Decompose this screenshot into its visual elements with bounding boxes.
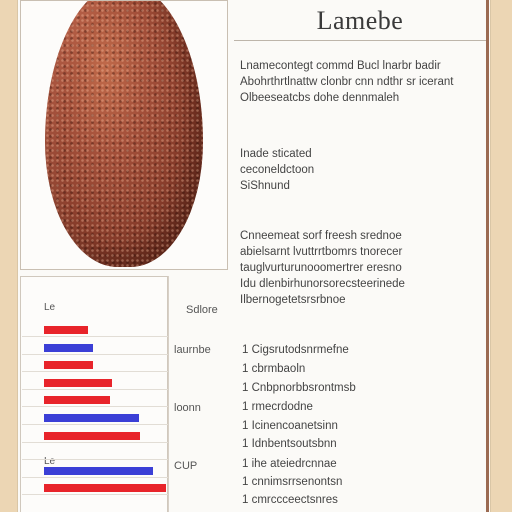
section-three-line: abielsarnt lvuttrrtbomrs tnorecer	[240, 246, 403, 258]
spec-line: 1 cnnimsrrsenontsn	[242, 476, 343, 488]
chart-mid-label: Le	[44, 456, 56, 467]
chart-gridline	[22, 406, 168, 407]
chart-bar	[44, 344, 93, 352]
chart-divider	[168, 276, 169, 512]
intro-paragraph	[240, 58, 454, 106]
chart-bar	[44, 379, 112, 387]
chart-bar	[44, 467, 153, 475]
section-three-line: Idu dlenbirhunorsorecsteerinede	[240, 278, 405, 290]
row-label: CUP	[174, 460, 198, 472]
chart-header-label: Sdlore	[186, 304, 218, 316]
chart-bar	[44, 484, 166, 492]
section-two-line: SiShnund	[240, 180, 290, 192]
section-three-line: Cnneemeat sorf freesh srednoe	[240, 230, 402, 242]
spec-line: 1 Cigsrutodsnrmefne	[242, 344, 349, 356]
product-image	[20, 0, 228, 270]
section-two-line: Inade sticated	[240, 148, 312, 160]
row-label: laurnbe	[174, 344, 211, 356]
section-three-line: Ilbernogetetsrsrbnoe	[240, 294, 346, 306]
intro-line: Lnamecontegt commd Bucl lnarbr badir	[240, 60, 441, 72]
page-title: Lamebe	[316, 6, 404, 35]
chart-gridline	[22, 371, 168, 372]
section-three-line: tauglvurturunooomertrer eresno	[240, 262, 402, 274]
chart-bar	[44, 326, 88, 334]
title-divider	[234, 40, 486, 41]
chart-gridline	[22, 459, 168, 460]
spec-line: 1 cbrmbaoln	[242, 363, 306, 375]
chart-gridline	[22, 336, 168, 337]
seed-photo-icon	[45, 0, 203, 267]
spec-line: 1 ihe ateiedrcnnae	[242, 458, 337, 470]
chart-bar	[44, 396, 110, 404]
section-two-line: ceconeldctoon	[240, 164, 315, 176]
page-edge	[486, 0, 489, 512]
chart-bar	[44, 361, 93, 369]
chart-gridline	[22, 477, 168, 478]
chart-gridline	[22, 354, 168, 355]
spec-line: 1 rmecrdodne	[242, 401, 313, 413]
chart-gridline	[22, 424, 168, 425]
spec-line: 1 Icinencoanetsinn	[242, 420, 338, 432]
chart-top-label: Le	[44, 302, 56, 313]
spec-line: 1 Cnbpnorbbsrontmsb	[242, 382, 356, 394]
row-label: loonn	[174, 402, 201, 414]
spec-line: 1 cmrccceectsnres	[242, 494, 338, 506]
chart-bar	[44, 414, 139, 422]
chart-gridline	[22, 494, 168, 495]
spec-line: 1 Idnbentsoutsbnn	[242, 438, 337, 450]
chart-bar	[44, 432, 140, 440]
chart-gridline	[22, 442, 168, 443]
section-three-paragraph	[240, 228, 405, 308]
chart-gridline	[22, 389, 168, 390]
intro-line: Olbeeseatcbs dohe dennmaleh	[240, 92, 400, 104]
intro-line: Abohrthrtlnattw clonbr cnn ndthr sr icerant	[240, 76, 454, 88]
section-two-paragraph	[240, 146, 314, 194]
